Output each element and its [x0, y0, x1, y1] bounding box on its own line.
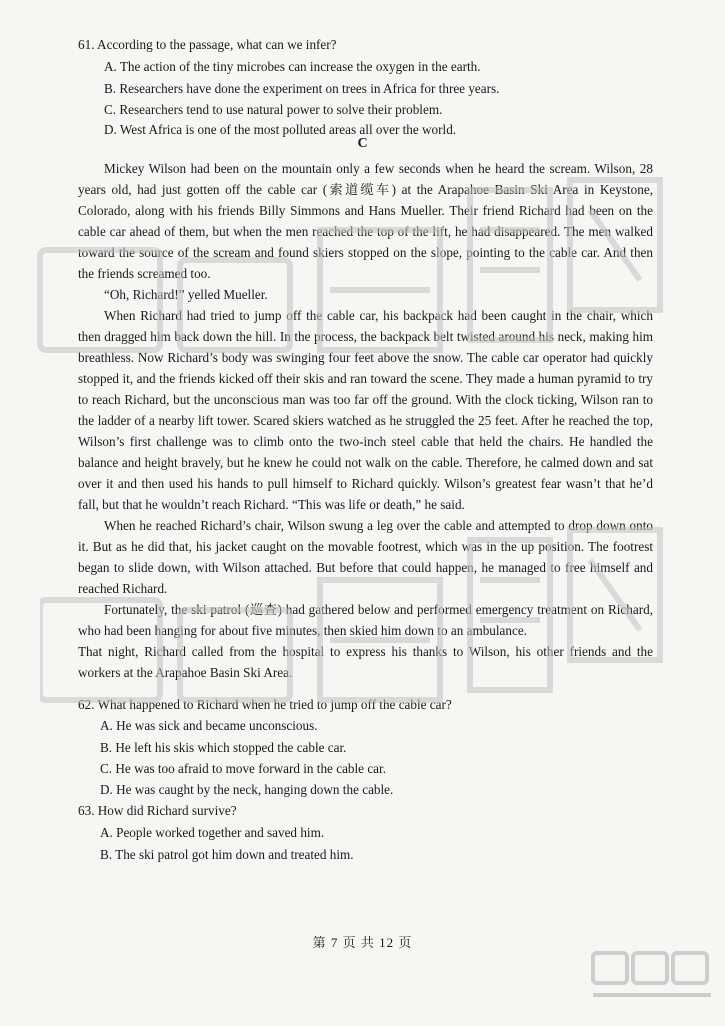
q62-option-d: D. He was caught by the neck, hanging down the cable. [100, 782, 394, 797]
section-label: C [357, 136, 368, 151]
q62-option-a: A. He was sick and became unconscious. [100, 718, 318, 733]
passage [78, 158, 653, 683]
page-footer: 第 7 页 共 12 页 [312, 935, 413, 950]
passage-paragraph-1: Mickey Wilson had been on the mountain only a few seconds when he heard the scream. Wilson, 28 years old, had just gotten off the cable car (索道缆车) at the Arapahoe Basin Ski Area in Keystone, Colorado, along with his friends Billy Simmons and Hans Mueller. Their friend Richard had been on the cable car ahead of them, but when the men reached the top of the lift, he had disappeared. The men walked toward the source of the scream and found skiers stopped on the slope, pointing to the cable car. And then the friends screamed too. [78, 161, 653, 281]
question-61: 61. According to the passage, what can we infer? [78, 37, 337, 52]
q62-option-c: C. He was too afraid to move forward in the cable car. [100, 761, 386, 776]
passage-paragraph-3: When Richard had tried to jump off the cable car, his backpack had been caught in the chair, which then dragged him back down the hill. In the process, the backpack belt twisted around his neck, making him breathless. Now Richard’s body was swinging four feet above the snow. The cable car operator had quickly stopped it, and the friends kicked off their skis and ran toward the scene. They made a human pyramid to try to reach Richard, but the unconscious man was too far off the ground. With the clock ticking, Wilson ran to the ladder of a nearby lift tower. Scared skiers watched as he struggled the 25 feet. After he reached the top, Wilson’s first challenge was to climb onto the two-inch steel cable that held the chairs. He handled the balance and height bravely, but he knew he could not walk on the cable. Therefore, he calmed down and sat over it and then used his hands to pull himself to Richard quickly. Wilson’s greatest fear wasn’t that he’d fall, but that he wouldn’t reach Richard. “This was life or death,” he said. [78, 308, 653, 512]
question-63: 63. How did Richard survive? [78, 803, 237, 818]
passage-paragraph-4: When he reached Richard’s chair, Wilson swung a leg over the cable and attempted to drop down onto it. But as he did that, his jacket caught on the movable footrest, which was in the up position. The footrest began to slide down, with Wilson attached. But before that could happen, he managed to free himself and reached Richard. [78, 518, 653, 596]
passage-paragraph-6: That night, Richard called from the hospital to express his thanks to Wilson, his other friends and the workers at the Arapahoe Basin Ski Area. [78, 644, 653, 680]
q61-option-c: C. Researchers tend to use natural power to solve their problem. [104, 102, 443, 117]
passage-paragraph-5: Fortunately, the ski patrol (巡查) had gathered below and performed emergency treatment on Richard, who had been hanging for about five minutes, then skied him down to an ambulance. [78, 602, 653, 638]
q61-option-d: D. West Africa is one of the most polluted areas all over the world. [104, 122, 457, 137]
corner-logo [587, 945, 717, 1020]
q63-option-b: B. The ski patrol got him down and treated him. [100, 847, 354, 862]
passage-paragraph-2: “Oh, Richard!” yelled Mueller. [104, 287, 268, 302]
q63-option-a: A. People worked together and saved him. [100, 825, 325, 840]
question-62: 62. What happened to Richard when he tried to jump off the cable car? [78, 697, 452, 712]
q61-option-a: A. The action of the tiny microbes can increase the oxygen in the earth. [104, 59, 481, 74]
q62-option-b: B. He left his skis which stopped the cable car. [100, 740, 347, 755]
q61-option-b: B. Researchers have done the experiment on trees in Africa for three years. [104, 81, 500, 96]
